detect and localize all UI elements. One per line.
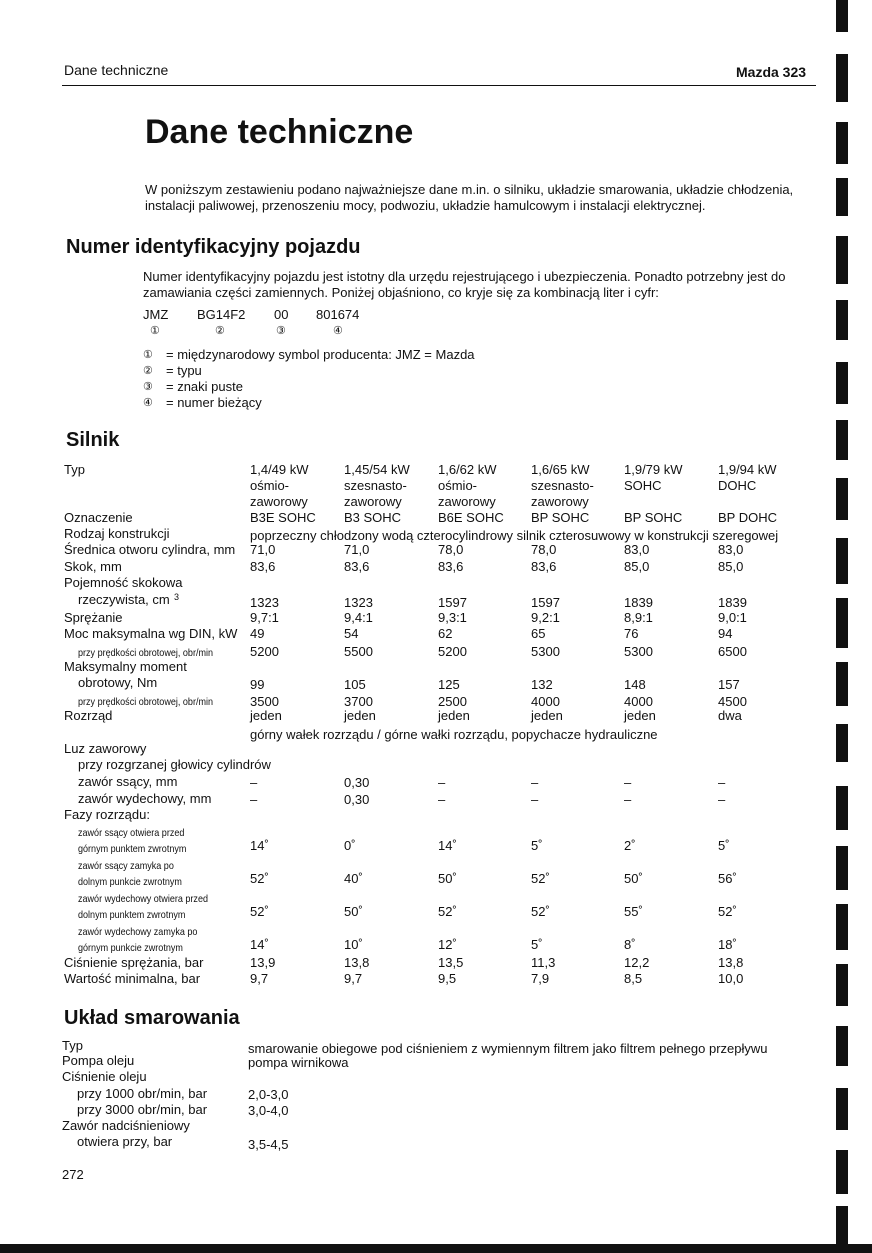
spec-value: 7,9 [531, 971, 550, 986]
lub-label: Pompa oleju [62, 1053, 135, 1068]
spec-value: 83,6 [250, 559, 276, 574]
lub-label: Zawór nadciśnieniowy [62, 1118, 190, 1133]
spec-value: 14˚ [250, 937, 269, 952]
spec-label: zawór wydechowy zamyka po [78, 926, 198, 938]
spec-value: 9,7 [344, 971, 363, 986]
spec-value: – [438, 792, 446, 807]
spec-label: obrotowy, Nm [78, 675, 158, 690]
vin-paragraph: Numer identyfikacyjny pojazdu jest istotny dla urzędu rejestrującego i ubezpieczenia. Ponadto potrzebny jest do zamawiania części zamiennych. Poniżej objaśniono, co kryje się za kombinacją liter i cyfr: [143, 269, 786, 300]
spec-value: 0,30 [344, 792, 370, 807]
lub-value: smarowanie obiegowe pod ciśnieniem z wymiennym filtrem jako filtrem pełnego przepływu [248, 1041, 768, 1056]
spec-label: Luz zaworowy [64, 741, 147, 756]
spec-value: 8,9:1 [624, 610, 653, 625]
spec-value: jeden [250, 708, 282, 723]
spec-label: Ciśnienie sprężania, bar [64, 955, 204, 970]
page-title: Dane techniczne [145, 113, 414, 151]
spec-label: zawór wydechowy otwiera przed [78, 893, 208, 905]
spec-value: 6500 [718, 644, 747, 659]
spec-label: Oznaczenie [64, 510, 133, 525]
spec-value: 0˚ [344, 838, 356, 853]
spec-value: – [438, 775, 446, 790]
engine-type-cell: szesnasto- [531, 478, 594, 493]
vin-code: BG14F2 [197, 307, 246, 322]
spec-label: Rodzaj konstrukcji [64, 526, 170, 541]
engine-type-cell: 1,6/62 kW [438, 462, 497, 477]
spec-value: 9,4:1 [344, 610, 373, 625]
spec-label: dolnym punktem zwrotnym [78, 909, 186, 921]
intro-paragraph: W poniższym zestawieniu podano najważniejsze dane m.in. o silniku, układzie smarowania, układzie chłodzenia, instalacji paliwowej, przenoszeniu mocy, podwoziu, układzie hamulcowym i instalacji elektrycznej. [145, 182, 794, 213]
spec-value: jeden [438, 708, 470, 723]
spec-value: 12,2 [624, 955, 650, 970]
engine-type-cell: 1,45/54 kW [344, 462, 410, 477]
spec-value: 148 [624, 677, 646, 692]
spec-value: 83,6 [344, 559, 370, 574]
spec-label: przy rozgrzanej głowicy cylindrów [78, 757, 271, 772]
spec-value: 13,8 [344, 955, 370, 970]
spec-value: 1597 [438, 595, 467, 610]
lub-label: Typ [62, 1038, 83, 1053]
spec-value: 5˚ [531, 838, 543, 853]
legend-marker: ③ [143, 381, 153, 393]
legend-marker: ① [143, 349, 153, 361]
spec-label: górnym punktem zwrotnym [78, 843, 187, 855]
spec-label: Sprężanie [64, 610, 123, 625]
spec-value: 13,8 [718, 955, 744, 970]
spec-value: 40˚ [344, 871, 363, 886]
spec-value: 5˚ [531, 937, 543, 952]
spec-value: 1323 [250, 595, 279, 610]
spec-value: 1839 [718, 595, 747, 610]
spec-value: 5˚ [718, 838, 730, 853]
spec-value: 9,0:1 [718, 610, 747, 625]
vin-marker: ② [215, 325, 225, 337]
legend-marker: ② [143, 365, 153, 377]
spec-value: 94 [718, 626, 733, 641]
engine-type-cell: zaworowy [531, 494, 589, 509]
spec-value: 4000 [531, 694, 560, 709]
legend-text: = międzynarodowy symbol producenta: JMZ = Mazda [166, 347, 475, 362]
spec-value: 13,5 [438, 955, 464, 970]
spec-value: 8,5 [624, 971, 643, 986]
engine-type-cell: DOHC [718, 478, 757, 493]
spec-value: 4500 [718, 694, 747, 709]
spec-value: 78,0 [531, 542, 557, 557]
spec-label: Skok, mm [64, 559, 122, 574]
lub-value: 2,0-3,0 [248, 1087, 289, 1102]
lub-value: 3,0-4,0 [248, 1103, 289, 1118]
spec-label: Średnica otworu cylindra, mm [64, 542, 236, 557]
spec-value: 1839 [624, 595, 653, 610]
engine-type-cell: 1,9/79 kW [624, 462, 683, 477]
vin-code: 00 [274, 307, 289, 322]
spec-value: 50˚ [438, 871, 457, 886]
legend-text: = znaki puste [166, 379, 243, 394]
spec-value: 85,0 [624, 559, 650, 574]
scan-bottom-edge [0, 1244, 872, 1253]
spec-value: – [718, 792, 726, 807]
page-number: 272 [62, 1167, 84, 1182]
spec-value: BP DOHC [718, 510, 777, 525]
spec-value: 3500 [250, 694, 279, 709]
engine-type-cell: szesnasto- [344, 478, 407, 493]
spec-value: 132 [531, 677, 553, 692]
lub-label: otwiera przy, bar [77, 1134, 173, 1149]
spec-value: 55˚ [624, 904, 643, 919]
legend-marker: ④ [143, 397, 153, 409]
spec-value: 52˚ [531, 904, 550, 919]
spec-value: 52˚ [250, 871, 269, 886]
spec-value: dwa [718, 708, 742, 723]
spec-value: górny wałek rozrządu / górne wałki rozrządu, popychacze hydrauliczne [250, 727, 658, 742]
spec-value: 9,7:1 [250, 610, 279, 625]
spec-value: – [624, 775, 632, 790]
spec-value: 0,30 [344, 775, 370, 790]
spec-value: 125 [438, 677, 460, 692]
engine-type-cell: SOHC [624, 478, 662, 493]
spec-value: 99 [250, 677, 265, 692]
spec-value: – [531, 775, 539, 790]
spec-value: 105 [344, 677, 366, 692]
vin-marker: ③ [276, 325, 286, 337]
lub-label: przy 3000 obr/min, bar [77, 1102, 208, 1117]
spec-label: zawór ssący otwiera przed [78, 827, 185, 839]
spec-value: jeden [531, 708, 563, 723]
spec-value: 50˚ [624, 871, 643, 886]
spec-value: 5300 [624, 644, 653, 659]
spec-label: dolnym punkcie zwrotnym [78, 876, 182, 888]
vin-heading: Numer identyfikacyjny pojazdu [66, 236, 361, 258]
spec-value: 9,2:1 [531, 610, 560, 625]
spec-value: 3700 [344, 694, 373, 709]
spec-value: 83,6 [531, 559, 557, 574]
lubrication-heading: Układ smarowania [64, 1007, 240, 1029]
spec-value: B6E SOHC [438, 510, 504, 525]
spec-value: 54 [344, 626, 359, 641]
spec-value: 2˚ [624, 838, 636, 853]
spec-label: Fazy rozrządu: [64, 807, 150, 822]
lub-value: 3,5-4,5 [248, 1137, 289, 1152]
running-header-left: Dane techniczne [64, 62, 169, 78]
spec-value: 9,3:1 [438, 610, 467, 625]
spec-value: 78,0 [438, 542, 464, 557]
engine-type-cell: ośmio- [438, 478, 478, 493]
spec-value: 71,0 [344, 542, 370, 557]
spec-value: 10˚ [344, 937, 363, 952]
spec-label: Rozrząd [64, 708, 113, 723]
spec-value: 56˚ [718, 871, 737, 886]
spec-value: – [531, 792, 539, 807]
spec-value: B3E SOHC [250, 510, 316, 525]
legend-text: = numer bieżący [166, 395, 262, 410]
spec-value: 49 [250, 626, 265, 641]
spec-label: rzeczywista, cm [78, 592, 170, 607]
spec-value: 5200 [250, 644, 279, 659]
spec-value: 13,9 [250, 955, 276, 970]
spec-value: B3 SOHC [344, 510, 402, 525]
spec-value: 1323 [344, 595, 373, 610]
spec-value: 5500 [344, 644, 373, 659]
spec-value: 65 [531, 626, 546, 641]
spec-value: jeden [624, 708, 656, 723]
spec-value: 10,0 [718, 971, 744, 986]
spec-label: Maksymalny moment [64, 659, 187, 674]
spec-value: 71,0 [250, 542, 276, 557]
spec-value: 2500 [438, 694, 467, 709]
running-header-right: Mazda 323 [736, 64, 807, 80]
vin-code: 801674 [316, 307, 360, 322]
spec-value: 83,0 [718, 542, 744, 557]
spec-value: 11,3 [531, 955, 556, 970]
spec-value: 5300 [531, 644, 560, 659]
engine-heading: Silnik [66, 429, 120, 451]
spec-value: 52˚ [250, 904, 269, 919]
spec-value: – [624, 792, 632, 807]
spec-value: BP SOHC [531, 510, 590, 525]
spec-value: 1597 [531, 595, 560, 610]
engine-type-cell: 1,9/94 kW [718, 462, 777, 477]
spec-label: Typ [64, 462, 85, 477]
spec-value: – [718, 775, 726, 790]
spec-value: – [250, 775, 258, 790]
spec-label: zawór ssący, mm [78, 774, 178, 789]
lub-value: pompa wirnikowa [248, 1055, 349, 1070]
spec-value: 8˚ [624, 937, 636, 952]
spec-label: Pojemność skokowa [64, 575, 183, 590]
engine-type-cell: zaworowy [438, 494, 496, 509]
lub-label: przy 1000 obr/min, bar [77, 1086, 208, 1101]
vin-code: JMZ [143, 307, 169, 322]
spec-value: 12˚ [438, 937, 457, 952]
vin-marker: ④ [333, 325, 343, 337]
spec-value: 18˚ [718, 937, 737, 952]
engine-type-cell: ośmio- [250, 478, 290, 493]
engine-type-cell: 1,4/49 kW [250, 462, 309, 477]
spec-label: zawór wydechowy, mm [78, 791, 212, 806]
lub-label: Ciśnienie oleju [62, 1069, 147, 1084]
spec-value: 9,5 [438, 971, 457, 986]
vin-marker: ① [150, 325, 160, 337]
spec-label: górnym punkcie zwrotnym [78, 942, 183, 954]
spec-label: przy prędkości obrotowej, obr/min [78, 696, 214, 708]
spec-value: jeden [344, 708, 376, 723]
engine-type-cell: 1,6/65 kW [531, 462, 590, 477]
spec-value: 4000 [624, 694, 653, 709]
spec-value: 50˚ [344, 904, 363, 919]
spec-value: 157 [718, 677, 740, 692]
spec-label: zawór ssący zamyka po [78, 860, 174, 872]
spec-value: 52˚ [718, 904, 737, 919]
spec-value: 14˚ [250, 838, 269, 853]
spec-value: BP SOHC [624, 510, 683, 525]
spec-value: 83,6 [438, 559, 464, 574]
spec-value: poprzeczny chłodzony wodą czterocylindrowy silnik czterosuwowy w konstrukcji szeregowej [250, 528, 779, 543]
legend-text: = typu [166, 363, 202, 378]
spec-value: 52˚ [438, 904, 457, 919]
spec-label: Moc maksymalna wg DIN, kW [64, 626, 238, 641]
spec-label: Wartość minimalna, bar [64, 971, 201, 986]
spec-value: 5200 [438, 644, 467, 659]
spec-value: 85,0 [718, 559, 744, 574]
spec-value: 62 [438, 626, 453, 641]
header-rule [62, 85, 816, 86]
spec-value: – [250, 792, 258, 807]
spec-value: 76 [624, 626, 639, 641]
spec-value: 14˚ [438, 838, 457, 853]
superscript: 3 [174, 592, 180, 602]
spec-value: 9,7 [250, 971, 269, 986]
engine-type-cell: zaworowy [344, 494, 402, 509]
spec-value: 83,0 [624, 542, 650, 557]
spec-value: 52˚ [531, 871, 550, 886]
spec-label: przy prędkości obrotowej, obr/min [78, 647, 214, 659]
engine-type-cell: zaworowy [250, 494, 308, 509]
